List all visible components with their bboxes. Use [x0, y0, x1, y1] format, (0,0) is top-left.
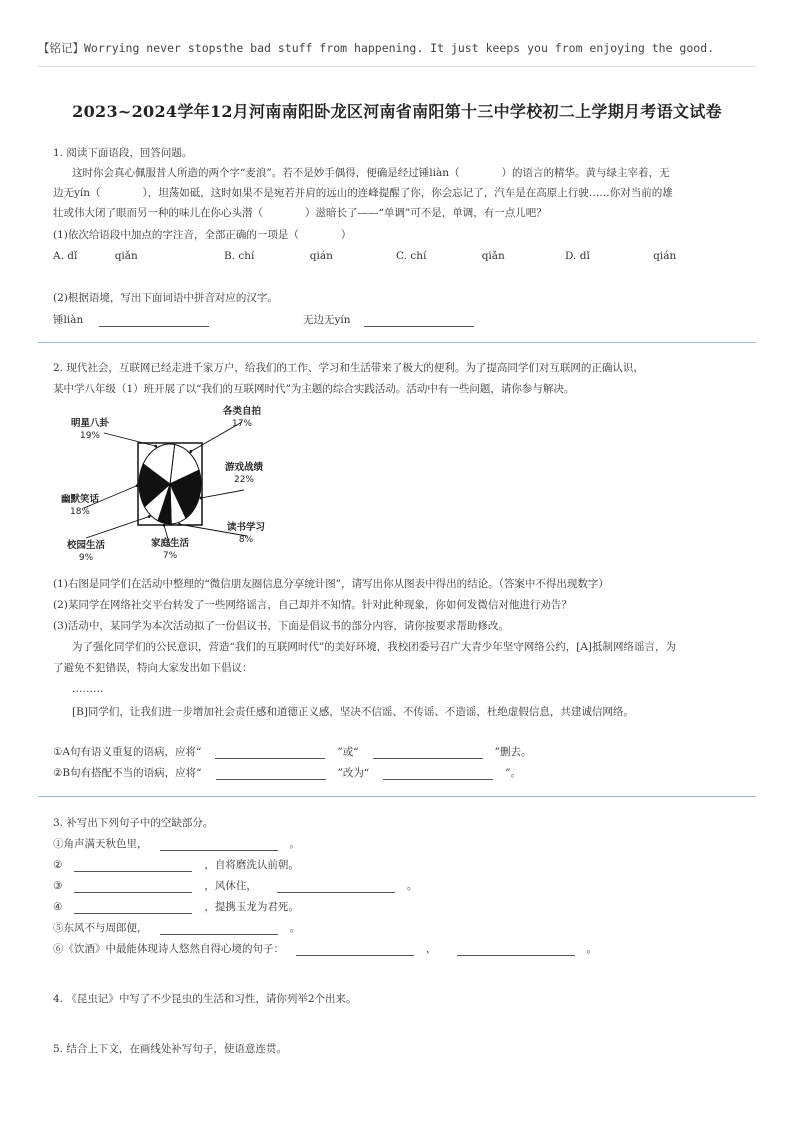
- answer-blank-q3-4[interactable]: [74, 903, 192, 914]
- q3-line4: [53, 900, 299, 914]
- q1-option-d[interactable]: [565, 250, 676, 262]
- q2-text-line1: 2. 现代社会，互联网已经走进千家万户，给我们的工作、学习和生活带来了极大的便利。为了提高同学们对互联网的正确认识，: [53, 362, 644, 374]
- q3-l3-end: 。: [406, 880, 418, 892]
- pie-chart: [54, 400, 294, 570]
- answer-blank-b2[interactable]: [383, 769, 493, 780]
- q3-l1-text: ①角声满天秋色里，: [53, 838, 148, 850]
- answer-blank-b1[interactable]: [216, 769, 326, 780]
- q3-l4-num: ④: [53, 901, 63, 913]
- q1-passage-line2: 边无yín（ ），坦荡如砥，这时如果不是宛若并肩的远山的连峰提醒了你，你会忘记了，汽车是在高原上行驶……你对当前的雄: [53, 187, 673, 199]
- slice-category-label: 幽默笑话: [60, 494, 100, 505]
- answer-blank-a1[interactable]: [215, 748, 325, 759]
- answer-blank-q3-6b[interactable]: [457, 945, 575, 956]
- option-label: A. dǐ: [53, 250, 78, 262]
- word2-label: 无边无yín: [303, 314, 351, 326]
- q2-sub3: (3)活动中，某同学为本次活动拟了一份倡议书，下面是倡议书的部分内容，请你按要求帮助修改。: [53, 620, 509, 632]
- leader-line: [104, 433, 156, 446]
- leader-line: [201, 490, 244, 498]
- q2-text-line2: 某中学八年级（1）班开展了以“我们的互联网时代”为主题的综合实践活动。活动中有一些问题，请你参与解决。: [53, 383, 575, 395]
- q2-revision-2: [53, 766, 521, 780]
- q3-l5-end: 。: [289, 922, 300, 934]
- q2-sub1: (1)右图是同学们在活动中整理的“微信朋友圈信息分享统计图”，请写出你从图表中得出的结论。（答案中不得出现数字）: [53, 578, 609, 590]
- section-divider-1: [38, 342, 756, 343]
- q1-option-b[interactable]: [224, 250, 333, 262]
- q2-proposal-b: [B]同学们，让我们进一步增加社会责任感和道德正义感，坚决不信谣、不传谣、不造谣，杜绝虚假信息，共建诚信网络。: [72, 706, 634, 718]
- slice-value-label: 9%: [78, 553, 94, 563]
- q3-line6: [53, 942, 597, 956]
- leader-arrow: [163, 524, 166, 527]
- q3-l6-end: 。: [586, 943, 597, 955]
- pie-slices: [139, 444, 201, 524]
- q2-proposal-line1: 为了强化同学们的公民意识，营造“我们的互联网时代”的美好环境，我校团委号召广大青少年坚守网络公约，[A]抵制网络谣言，为: [72, 641, 677, 653]
- revision-2-suffix: ”。: [505, 767, 522, 779]
- revision-1-suffix: ”删去。: [494, 746, 532, 758]
- q1-intro: 1. 阅读下面语段，回答问题。: [53, 147, 193, 159]
- slice-category-label: 各类自拍: [222, 406, 262, 417]
- q5-text: 5. 结合上下文，在画线处补写句子，使语意连贯。: [53, 1043, 287, 1055]
- slice-value-label: 17%: [231, 419, 253, 429]
- q3-l1-end: 。: [289, 838, 300, 850]
- q1-word2-row: [303, 313, 474, 327]
- section-divider-2: [38, 796, 756, 797]
- q3-line1: [53, 837, 300, 851]
- revision-2-middle: ”改为“: [337, 767, 370, 779]
- option-label: D. dǐ: [565, 250, 590, 262]
- q3-l3-text: ，风休住，: [204, 880, 257, 892]
- answer-blank-a2[interactable]: [373, 748, 483, 759]
- answer-blank-q3-3b[interactable]: [277, 882, 395, 893]
- slice-value-label: 7%: [162, 551, 178, 561]
- page-title: 2023~2024学年12月河南南阳卧龙区河南省南阳第十三中学校初二上学期月考语文试卷: [72, 102, 722, 121]
- option-pinyin: qián: [309, 250, 333, 262]
- motto-header: 【铭记】Worrying never stopsthe bad stuff from happening. It just keeps you from enjoying the good.: [38, 41, 715, 55]
- option-label: B. chí: [224, 250, 255, 262]
- leader-line: [86, 517, 149, 538]
- revision-1-middle: ”或“: [337, 746, 359, 758]
- leader-arrow: [178, 523, 181, 526]
- slice-value-label: 19%: [79, 431, 101, 441]
- option-pinyin: qiǎn: [481, 250, 505, 262]
- q3-intro: 3. 补写出下列句子中的空缺部分。: [53, 817, 214, 829]
- slice-category-label: 游戏战绩: [224, 462, 264, 473]
- option-label: C. chí: [396, 250, 427, 262]
- leader-arrow: [200, 497, 203, 500]
- word1-label: 锤liàn: [53, 314, 84, 326]
- option-pinyin: qiǎn: [114, 250, 138, 262]
- q2-proposal-line2: 了避免不犯错误，特向大家发出如下倡议：: [53, 662, 253, 674]
- q1-sub2: (2)根据语境，写出下面词语中拼音对应的汉字。: [53, 292, 278, 304]
- leader-arrow: [154, 445, 157, 448]
- answer-blank-q3-6a[interactable]: [296, 945, 414, 956]
- q3-l6-mid: ，: [426, 943, 437, 955]
- revision-2-prefix: ②B句有搭配不当的语病，应将“: [53, 767, 202, 779]
- q3-l5-text: ⑤东风不与周郎便，: [53, 922, 148, 934]
- answer-blank-q3-3a[interactable]: [74, 882, 192, 893]
- slice-category-label: 校园生活: [66, 540, 106, 551]
- slice-category-label: 明星八卦: [70, 418, 110, 429]
- q2-ellipsis: ………: [72, 683, 104, 695]
- q3-line5: [53, 921, 300, 935]
- q1-option-c[interactable]: [396, 250, 505, 262]
- revision-1-prefix: ①A句有语义重复的语病，应将“: [53, 746, 202, 758]
- slice-category-label: 读书学习: [226, 522, 266, 533]
- q3-l6-text: ⑥《饮酒》中最能体现诗人悠然自得心境的句子：: [53, 943, 284, 955]
- q3-l4-text: ，提携玉龙为君死。: [204, 901, 299, 913]
- answer-blank-yin[interactable]: [364, 316, 474, 327]
- option-pinyin: qián: [653, 250, 677, 262]
- slice-value-label: 8%: [238, 535, 254, 545]
- q1-word1-row: [53, 313, 209, 327]
- q3-line3: [53, 879, 417, 893]
- q1-option-a[interactable]: [53, 250, 138, 262]
- slice-value-label: 18%: [69, 507, 91, 517]
- answer-blank-q3-2[interactable]: [74, 861, 192, 872]
- q3-l2-text: ，自将磨洗认前朝。: [204, 859, 299, 871]
- q4-text: 4. 《昆虫记》中写了不少昆虫的生活和习性，请你列举2个出来。: [53, 993, 357, 1005]
- q2-sub2: (2)某同学在网络社交平台转发了一些网络谣言，自己却并不知情。针对此种现象，你如何发微信对他进行劝告？: [53, 599, 572, 611]
- answer-blank-q3-5[interactable]: [160, 924, 278, 935]
- q2-revision-1: [53, 745, 532, 759]
- answer-blank-lian[interactable]: [99, 316, 209, 327]
- answer-blank-q3-1[interactable]: [160, 840, 278, 851]
- leader-arrow: [189, 450, 192, 453]
- q3-l3-num: ③: [53, 880, 63, 892]
- q3-line2: [53, 858, 299, 872]
- q1-passage-line1: 这时你会真心佩服昔人所造的两个字“麦浪”。若不是妙手偶得，便确是经过锤liàn（ ）的语言的精华。黄与绿主宰着，无: [72, 167, 670, 179]
- q1-sub1: (1)依次给语段中加点的字注音，全部正确的一项是（ ）: [53, 229, 352, 241]
- header-divider: [38, 66, 756, 67]
- leader-arrow: [148, 515, 151, 518]
- slice-category-label: 家庭生活: [150, 538, 190, 549]
- q3-l2-num: ②: [53, 859, 63, 871]
- leader-arrow: [136, 484, 139, 487]
- slice-value-label: 22%: [233, 475, 255, 485]
- q1-passage-line3: 壮或伟大闭了眼而另一种的味儿在你心头潜（ ）滋暗长了——“单调”可不是，单调，有一点儿吧？: [53, 207, 547, 219]
